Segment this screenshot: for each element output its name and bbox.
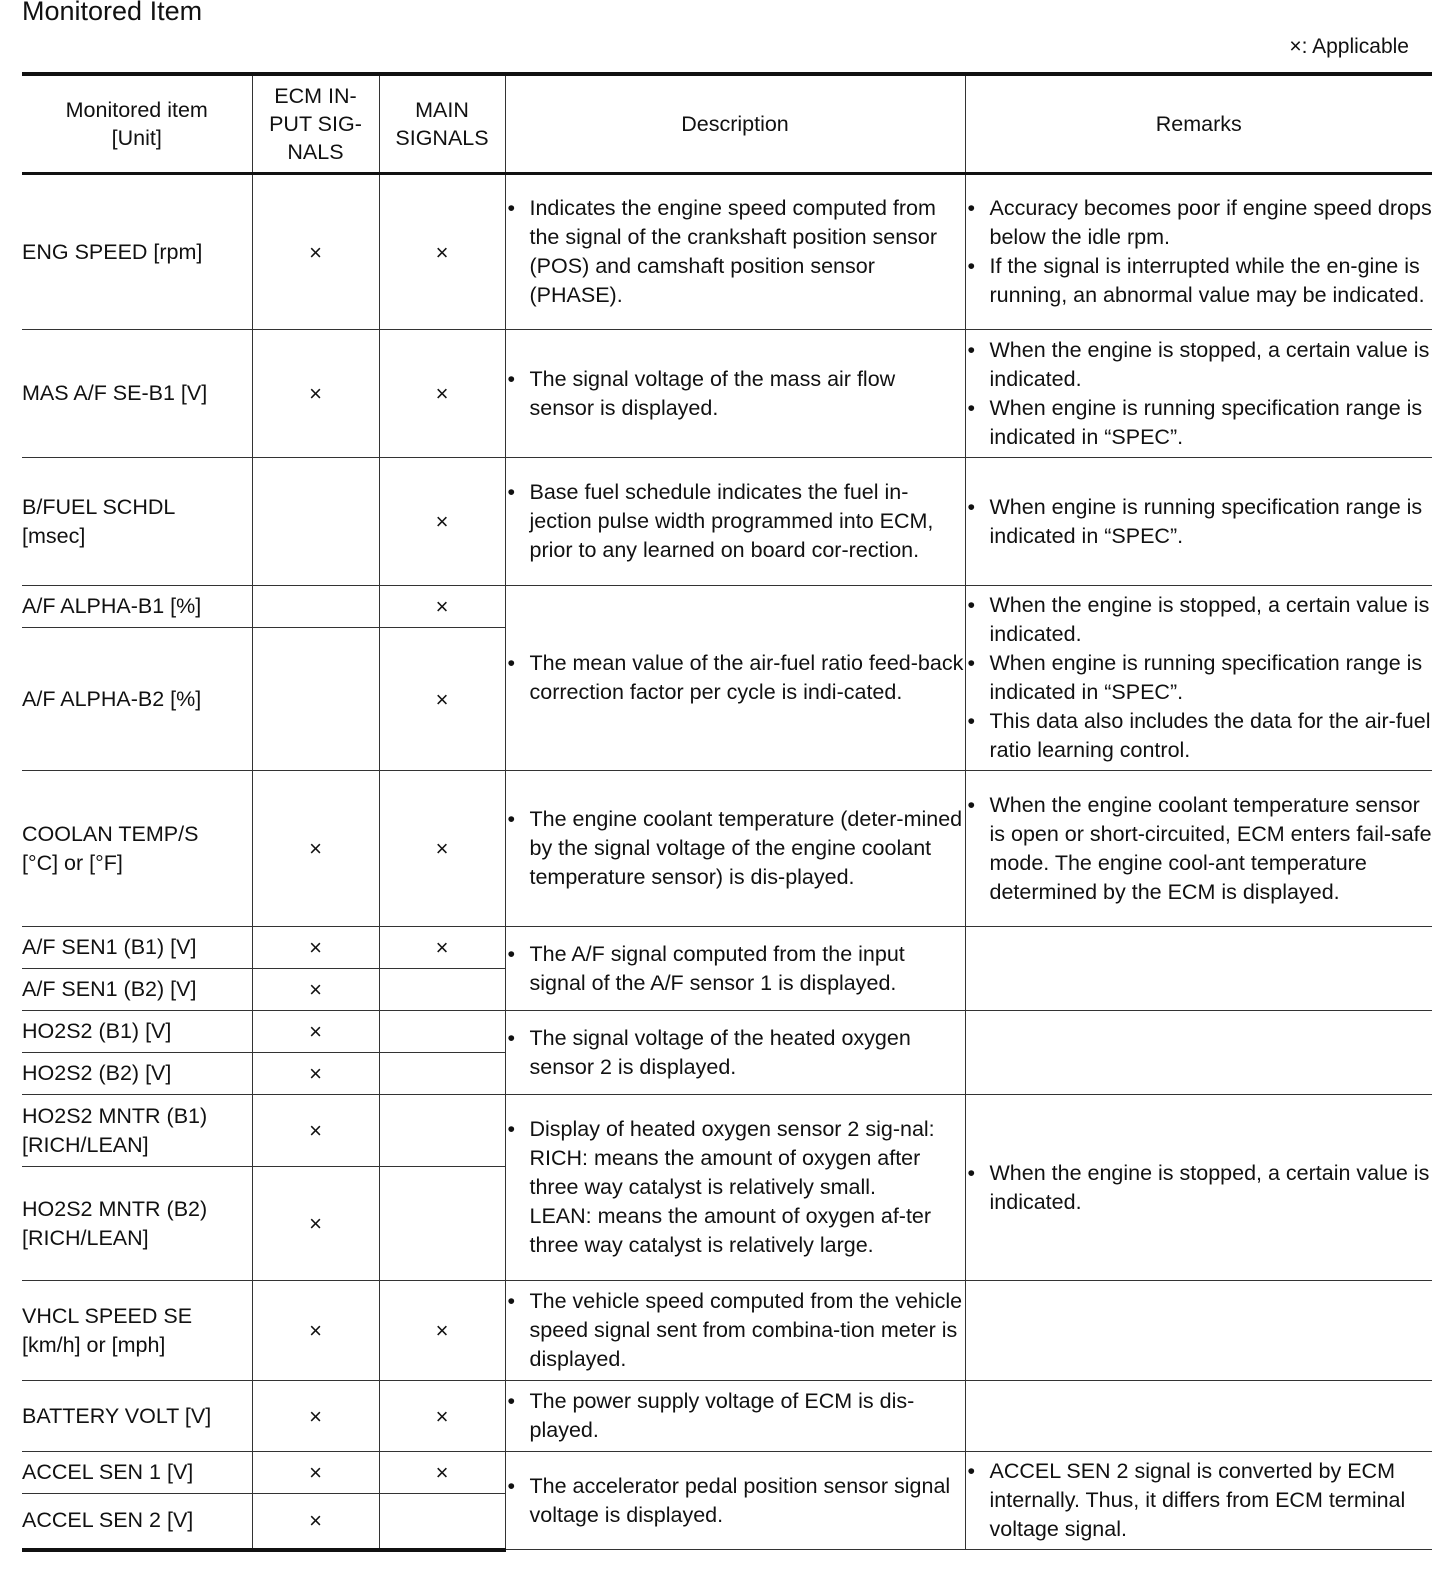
description-cell: [505, 1011, 965, 1095]
description-text: • The mean value of the air-fuel ratio feed-back correction factor per cycle is indi-cated.: [506, 649, 965, 707]
monitored-item-cell: [22, 1011, 252, 1053]
item-label: ENG SPEED [rpm]: [22, 239, 203, 264]
description-cell: [505, 1095, 965, 1281]
item-label: A/F ALPHA-B1 [%]: [22, 594, 202, 618]
main-signal-mark: ×: [379, 330, 505, 458]
remarks-cell: [965, 1381, 1432, 1452]
table-row: [22, 458, 1432, 586]
monitored-item-table: [22, 72, 1432, 1552]
monitored-item-cell: [22, 586, 252, 628]
monitored-item-cell: [22, 1381, 252, 1452]
monitored-item-cell: [22, 771, 252, 927]
ecm-input-mark: ×: [252, 1381, 379, 1452]
main-signal-mark: ×: [379, 1281, 505, 1381]
ecm-input-mark: ×: [252, 1095, 379, 1167]
table-row: [22, 586, 1432, 628]
item-label: ACCEL SEN 1 [V]: [22, 1460, 194, 1484]
main-signal-empty: [379, 969, 505, 1011]
remark-text: • When engine is running specification range is indicated in “SPEC”.: [966, 493, 1433, 551]
header-remarks: Remarks: [965, 74, 1432, 174]
header-description: Description: [505, 74, 965, 174]
description-cell: [505, 927, 965, 1011]
description-text: • The power supply voltage of ECM is dis-played.: [506, 1387, 965, 1445]
description-cell: [505, 458, 965, 586]
header-row: [22, 74, 1432, 174]
remark-text: • When the engine is stopped, a certain value is indicated.: [966, 336, 1433, 394]
description-text: • The signal voltage of the mass air flow sensor is displayed.: [506, 365, 965, 423]
ecm-input-mark: ×: [252, 1494, 379, 1550]
item-label: HO2S2 MNTR (B1): [22, 1103, 208, 1128]
description-text: • The A/F signal computed from the input signal of the A/F sensor 1 is displayed.: [506, 940, 965, 998]
description-cell: [505, 586, 965, 771]
remarks-cell: [965, 174, 1432, 330]
remark-text: • When engine is running specification range is indicated in “SPEC”.: [966, 649, 1433, 707]
table-row: [22, 1381, 1432, 1452]
ecm-input-empty: [252, 458, 379, 586]
item-label: B/FUEL SCHDL: [22, 494, 176, 519]
monitored-item-cell: [22, 330, 252, 458]
item-unit: [km/h] or [mph]: [22, 1332, 166, 1357]
remark-text: • If the signal is interrupted while the en-gine is running, an abnormal value may be indicated.: [966, 252, 1433, 310]
table-row: [22, 1281, 1432, 1381]
main-signal-mark: ×: [379, 1381, 505, 1452]
item-label: A/F ALPHA-B2 [%]: [22, 686, 202, 711]
description-cell: [505, 1381, 965, 1452]
description-cell: [505, 1452, 965, 1550]
item-label: BATTERY VOLT [V]: [22, 1403, 212, 1428]
remarks-cell: [965, 1281, 1432, 1381]
table-row: [22, 174, 1432, 330]
header-text: PUT SIG-: [269, 112, 362, 136]
main-signal-mark: ×: [379, 458, 505, 586]
main-signal-mark: ×: [379, 927, 505, 969]
ecm-input-empty: [252, 628, 379, 771]
main-signal-empty: [379, 1167, 505, 1281]
monitored-item-cell: [22, 1494, 252, 1550]
main-signal-mark: ×: [379, 174, 505, 330]
item-label: ACCEL SEN 2 [V]: [22, 1508, 194, 1533]
item-label: HO2S2 (B2) [V]: [22, 1061, 172, 1085]
remark-text: • ACCEL SEN 2 signal is converted by ECM internally. Thus, it differs from ECM terminal voltage signal.: [966, 1457, 1433, 1544]
description-text: • The signal voltage of the heated oxygen sensor 2 is displayed.: [506, 1024, 965, 1082]
monitored-item-cell: [22, 1053, 252, 1095]
remarks-cell: [965, 586, 1432, 771]
ecm-input-mark: ×: [252, 1011, 379, 1053]
remarks-cell: [965, 1095, 1432, 1281]
monitored-item-cell: [22, 458, 252, 586]
ecm-input-empty: [252, 586, 379, 628]
main-signal-empty: [379, 1053, 505, 1095]
ecm-input-mark: ×: [252, 1452, 379, 1494]
item-unit: [°C] or [°F]: [22, 850, 123, 875]
header-text: Monitored item: [65, 98, 208, 122]
remark-text: • When the engine is stopped, a certain value is indicated.: [966, 1159, 1433, 1217]
header-text: ECM IN-: [274, 84, 357, 108]
ecm-input-mark: ×: [252, 771, 379, 927]
header-ecm-input-signals: [252, 74, 379, 174]
remarks-cell: [965, 927, 1432, 1011]
monitored-item-cell: [22, 1167, 252, 1281]
item-label: A/F SEN1 (B2) [V]: [22, 977, 197, 1001]
description-cell: [505, 1281, 965, 1381]
table-row: [22, 927, 1432, 969]
main-signal-mark: ×: [379, 771, 505, 927]
header-text: MAIN: [415, 98, 469, 122]
remark-text: • When the engine is stopped, a certain value is indicated.: [966, 591, 1433, 649]
header-main-signals: [379, 74, 505, 174]
remarks-cell: [965, 1452, 1432, 1550]
item-unit: [msec]: [22, 523, 86, 548]
table-row: [22, 1011, 1432, 1053]
description-text: • The accelerator pedal position sensor signal voltage is displayed.: [506, 1472, 965, 1530]
description-line: LEAN: means the amount of oxygen af-ter three way catalyst is relatively large.: [529, 1204, 932, 1257]
item-label: HO2S2 (B1) [V]: [22, 1019, 172, 1043]
remarks-cell: [965, 330, 1432, 458]
remark-text: • Accuracy becomes poor if engine speed drops below the idle rpm.: [966, 194, 1433, 252]
header-text: NALS: [287, 140, 344, 164]
remarks-cell: [965, 771, 1432, 927]
monitored-item-cell: [22, 628, 252, 771]
monitored-item-cell: [22, 969, 252, 1011]
main-signal-mark: ×: [379, 628, 505, 771]
monitored-item-cell: [22, 927, 252, 969]
table-row: [22, 1452, 1432, 1494]
header-text: SIGNALS: [395, 126, 489, 150]
monitored-item-cell: [22, 1095, 252, 1167]
ecm-input-mark: ×: [252, 174, 379, 330]
item-label: HO2S2 MNTR (B2): [22, 1196, 208, 1221]
ecm-input-mark: ×: [252, 1053, 379, 1095]
item-label: VHCL SPEED SE: [22, 1303, 193, 1328]
description-text: • The engine coolant temperature (deter-mined by the signal voltage of the engine coolant temperature sensor) is dis-played.: [506, 805, 965, 892]
header-text: [Unit]: [111, 126, 162, 150]
page-title: Monitored Item: [22, 0, 203, 26]
ecm-input-mark: ×: [252, 330, 379, 458]
table-row: [22, 330, 1432, 458]
main-signal-empty: [379, 1095, 505, 1167]
description-cell: [505, 174, 965, 330]
monitored-item-cell: [22, 174, 252, 330]
ecm-input-mark: ×: [252, 1167, 379, 1281]
remark-text: • This data also includes the data for the air-fuel ratio learning control.: [966, 707, 1433, 765]
remark-text: • When engine is running specification range is indicated in “SPEC”.: [966, 394, 1433, 452]
monitored-item-cell: [22, 1281, 252, 1381]
item-unit: [RICH/LEAN]: [22, 1225, 149, 1250]
item-label: MAS A/F SE-B1 [V]: [22, 381, 208, 405]
description-text: • Indicates the engine speed computed from the signal of the crankshaft position sensor (POS) and camshaft position sensor (PHASE).: [506, 194, 965, 310]
main-signal-mark: ×: [379, 586, 505, 628]
table-row: [22, 771, 1432, 927]
item-label: A/F SEN1 (B1) [V]: [22, 935, 197, 959]
description-line: • Display of heated oxygen sensor 2 sig-nal:: [529, 1117, 935, 1141]
monitored-item-cell: [22, 1452, 252, 1494]
header-monitored-item: [22, 74, 252, 174]
applicable-legend: ×: Applicable: [1289, 35, 1409, 58]
description-cell: [505, 330, 965, 458]
table-row: [22, 1095, 1432, 1167]
ecm-input-mark: ×: [252, 1281, 379, 1381]
description-cell: [505, 771, 965, 927]
ecm-input-mark: ×: [252, 927, 379, 969]
remarks-cell: [965, 458, 1432, 586]
description-line: RICH: means the amount of oxygen after three way catalyst is relatively small.: [529, 1146, 921, 1199]
item-label: COOLAN TEMP/S: [22, 821, 199, 846]
main-signal-mark: ×: [379, 1452, 505, 1494]
main-signal-empty: [379, 1494, 505, 1550]
main-signal-empty: [379, 1011, 505, 1053]
description-text: • The vehicle speed computed from the vehicle speed signal sent from combina-tion meter is displayed.: [506, 1287, 965, 1374]
description-text: • Base fuel schedule indicates the fuel in-jection pulse width programmed into ECM, prior to any learned on board cor-rection.: [506, 478, 965, 565]
description-text: [506, 1115, 965, 1260]
ecm-input-mark: ×: [252, 969, 379, 1011]
remark-text: • When the engine coolant temperature sensor is open or short-circuited, ECM enters fail-safe mode. The engine cool-ant temperature determined by the ECM is displayed.: [966, 791, 1433, 907]
item-unit: [RICH/LEAN]: [22, 1132, 149, 1157]
remarks-cell: [965, 1011, 1432, 1095]
